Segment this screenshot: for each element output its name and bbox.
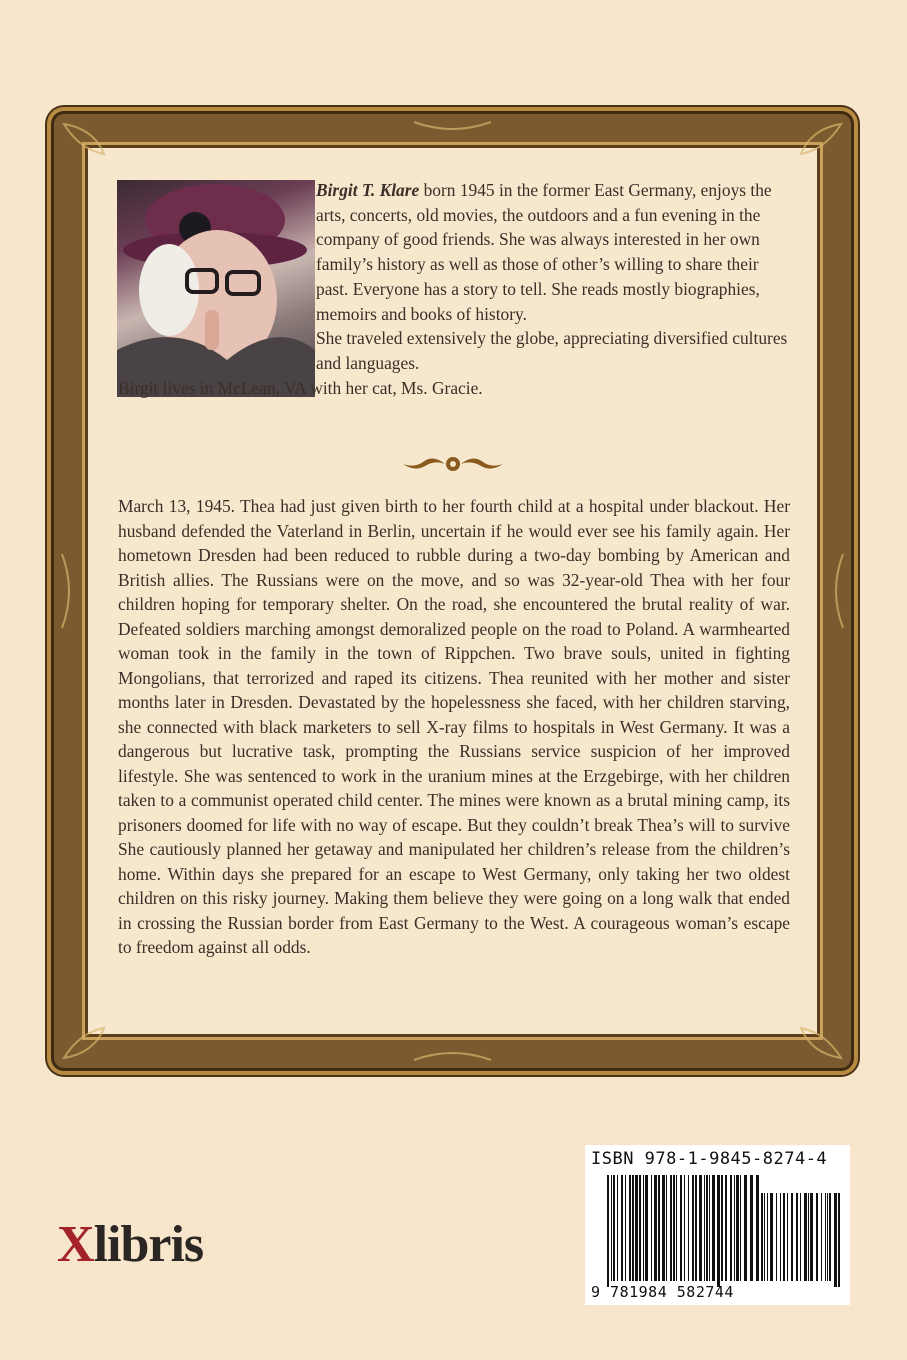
bio-travel: She traveled extensively the globe, appreciating diversified cultures and languages. bbox=[316, 328, 788, 373]
barcode-digits: 9 781984 582744 bbox=[591, 1283, 734, 1301]
isbn-barcode bbox=[585, 1145, 850, 1305]
logo-x: X bbox=[57, 1216, 94, 1273]
bio-residence: Birgit lives in McLean, VA with her cat, Ms. Gracie. bbox=[118, 377, 483, 398]
bio-intro-text: born 1945 in the former East Germany, enjoys the arts, concerts, old movies, the outdoors and a fun evening in the company of good friends. She was always interested in her own family’s history as well as those of other’s willing to share their past. Everyone has a story to tell. She reads mostly biographies, memoirs and books of history. bbox=[316, 180, 772, 324]
flourish-divider-icon bbox=[398, 452, 508, 476]
bio-intro bbox=[316, 178, 790, 326]
author-name: Birgit T. Klare bbox=[316, 180, 420, 200]
logo-text: libris bbox=[93, 1216, 204, 1273]
isbn-number: ISBN 978-1-9845-8274-4 bbox=[591, 1149, 828, 1169]
book-description: March 13, 1945. Thea had just given birth to her fourth child at a hospital under blackout. Her husband defended the Vaterland in Berlin, uncertain if he would ever see his family again. Her hometown Dresden had been reduced to rubble during a two-day bombing by American and British allies. The Russians were on the move, and so was 32-year-old Thea with her four children hoping for temporary shelter. On the road, she encountered the brutal reality of war. Defeated soldiers marching amongst demoralized people on the road to Poland. A warmhearted woman took in the family in the town of Rippchen. Two brave souls, united in fighting Mongolians, that terrorized and raped its citizens. Thea reunited with her mother and sister months later in Dresden. Devastated by the hopelessness she faced, with her children starving, she connected with black marketers to sell X-ray films to hospitals in West Germany. It was a dangerous but lucrative task, prompting the Russians service suspicion of her improved lifestyle. She was sentenced to work in the uranium mines at the Erzgebirge, with her children taken to a communist operated child center. The mines were known as a brutal mining camp, its prisoners doomed for life with no way of escape. But they couldn’t break Thea’s will to survive She cautiously planned her getaway and manipulated her children’s release from the children’s home. Within days she prepared for an escape to West Germany, only taking her two oldest children on this risky journey. Making them believe they were going on a long walk that ended in crossing the Russian border from East Germany to the West. A courageous woman’s escape to freedom against all odds. bbox=[118, 496, 790, 957]
author-bio bbox=[118, 178, 790, 400]
publisher-logo bbox=[57, 1215, 203, 1274]
barcode-bars bbox=[585, 1145, 850, 1305]
